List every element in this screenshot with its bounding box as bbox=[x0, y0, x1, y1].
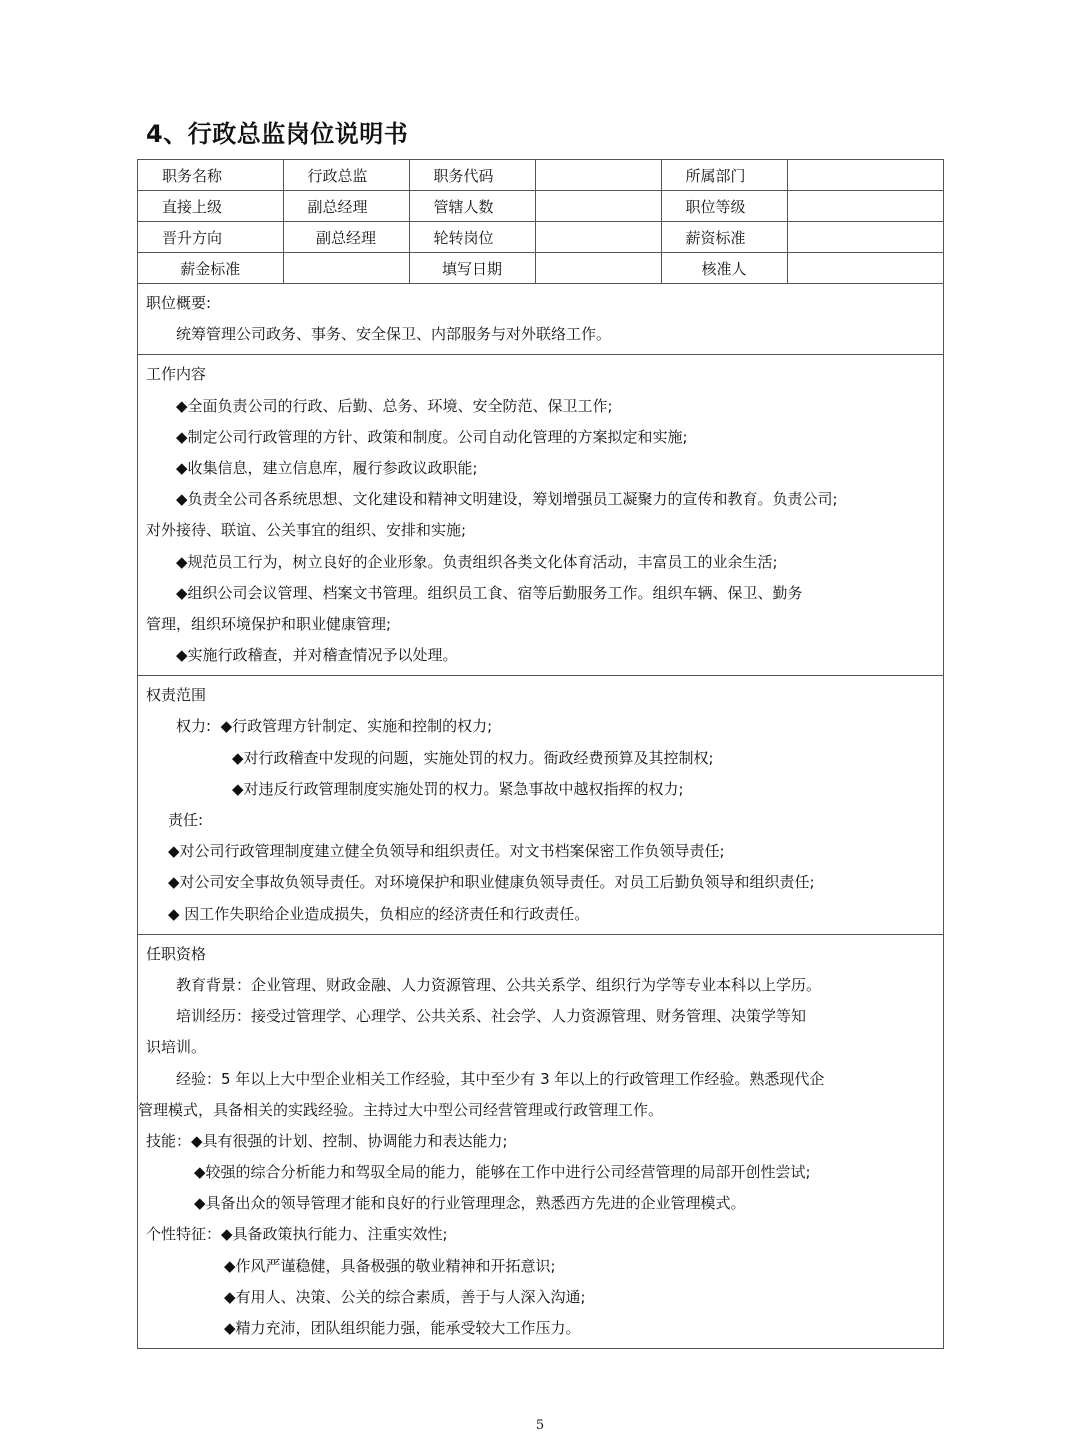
list-item: ◆实施行政稽查，并对稽查情况予以处理。 bbox=[176, 646, 458, 665]
list-item: 对外接待、联谊、公关事宜的组织、安排和实施; bbox=[146, 521, 467, 540]
list-item: ◆较强的综合分析能力和驾驭全局的能力，能够在工作中进行公司经营管理的局部开创性尝试; bbox=[194, 1163, 811, 1182]
power-label: 权力: bbox=[176, 717, 212, 736]
label-cell: 填写日期 bbox=[409, 253, 535, 284]
value-cell bbox=[535, 191, 661, 222]
label-cell: 晋升方向 bbox=[138, 222, 283, 253]
list-item: ◆规范员工行为，树立良好的企业形象。负责组织各类文化体育活动，丰富员工的业余生活; bbox=[176, 552, 778, 571]
value-cell bbox=[787, 222, 943, 253]
value-cell bbox=[787, 191, 943, 222]
experience-text: 经验：5 年以上大中型企业相关工作经验，其中至少有 3 年以上的行政管理工作经验。熟悉现代企 bbox=[176, 1069, 825, 1088]
label-cell: 职务代码 bbox=[409, 160, 535, 191]
education-text: 教育背景：企业管理、财政金融、人力资源管理、公共关系学、组织行为学等专业本科以上学历。 bbox=[176, 975, 822, 994]
value-cell bbox=[283, 253, 409, 284]
label-cell: 薪资标准 bbox=[661, 222, 787, 253]
list-item: ◆行政管理方针制定、实施和控制的权力; bbox=[220, 717, 493, 736]
list-item: ◆组织公司会议管理、档案文书管理。组织员工食、宿等后勤服务工作。组织车辆、保卫、勤务 bbox=[176, 583, 803, 602]
power-first-line bbox=[138, 711, 943, 742]
label-cell: 职位等级 bbox=[661, 191, 787, 222]
list-item: ◆收集信息，建立信息库，履行参政议政职能; bbox=[176, 458, 478, 477]
list-item: ◆对违反行政管理制度实施处罚的权力。紧急事故中越权指挥的权力; bbox=[232, 779, 684, 798]
header-grid bbox=[138, 160, 943, 284]
list-item: 管理，组织环境保护和职业健康管理; bbox=[146, 614, 392, 633]
list-item: ◆制定公司行政管理的方针、政策和制度。公司自动化管理的方案拟定和实施; bbox=[176, 427, 688, 446]
label-cell: 所属部门 bbox=[661, 160, 787, 191]
label-cell: 直接上级 bbox=[138, 191, 283, 222]
value-cell bbox=[535, 222, 661, 253]
section-heading: 权责范围 bbox=[146, 686, 207, 705]
qualification-section bbox=[138, 935, 943, 1348]
list-item: ◆负责全公司各系统思想、文化建设和精神文明建设，筹划增强员工凝聚力的宣传和教育。负责公司; bbox=[176, 490, 838, 509]
value-cell bbox=[787, 160, 943, 191]
value-cell: 行政总监 bbox=[283, 160, 409, 191]
list-item: ◆对行政稽查中发现的问题，实施处罚的权力。衙政经费预算及其控制权; bbox=[232, 748, 714, 767]
experience-text-continued: 管理模式，具备相关的实践经验。主持过大中型公司经营管理或行政管理工作。 bbox=[138, 1100, 664, 1119]
label-cell: 薪金标准 bbox=[138, 253, 283, 284]
table-row bbox=[138, 160, 943, 191]
list-item: ◆ 因工作失职给企业造成损失，负相应的经济责任和行政责任。 bbox=[168, 904, 590, 923]
job-description-table bbox=[137, 159, 944, 1349]
value-cell: 副总经理 bbox=[283, 222, 409, 253]
page-number: 5 bbox=[535, 1418, 545, 1433]
work-content-section bbox=[138, 355, 943, 676]
section-heading: 职位概要: bbox=[146, 294, 212, 312]
section-heading: 工作内容 bbox=[146, 365, 207, 384]
label-cell: 核准人 bbox=[661, 253, 787, 284]
list-item: ◆有用人、决策、公关的综合素质，善于与人深入沟通; bbox=[224, 1287, 586, 1306]
authority-section bbox=[138, 676, 943, 935]
label-cell: 管辖人数 bbox=[409, 191, 535, 222]
list-item: ◆具备政策执行能力、注重实效性; bbox=[221, 1225, 448, 1244]
table-row bbox=[138, 191, 943, 222]
list-item: ◆全面负责公司的行政、后勤、总务、环境、安全防范、保卫工作; bbox=[176, 396, 613, 415]
traits-label: 个性特征： bbox=[146, 1225, 222, 1244]
table-row bbox=[138, 253, 943, 284]
value-cell: 副总经理 bbox=[283, 191, 409, 222]
list-item: ◆对公司安全事故负领导责任。对环境保护和职业健康负领导责任。对员工后勤负领导和组织责任; bbox=[168, 873, 815, 892]
value-cell bbox=[535, 253, 661, 284]
list-item: ◆对公司行政管理制度建立健全负领导和组织责任。对文书档案保密工作负领导责任; bbox=[168, 842, 725, 861]
table-row bbox=[138, 222, 943, 253]
value-cell bbox=[787, 253, 943, 284]
list-item: ◆具备出众的领导管理才能和良好的行业管理理念，熟悉西方先进的企业管理模式。 bbox=[194, 1194, 746, 1213]
duty-label: 责任: bbox=[168, 811, 204, 829]
page-title: 4、行政总监岗位说明书 bbox=[146, 120, 409, 148]
skills-label: 技能： bbox=[146, 1131, 192, 1150]
label-cell: 职务名称 bbox=[138, 160, 283, 191]
value-cell bbox=[535, 160, 661, 191]
list-item: ◆精力充沛，团队组织能力强，能承受较大工作压力。 bbox=[224, 1319, 581, 1337]
training-text-continued: 识培训。 bbox=[146, 1038, 207, 1057]
overview-text: 统筹管理公司政务、事务、安全保卫、内部服务与对外联络工作。 bbox=[176, 325, 612, 344]
traits-first-line bbox=[138, 1219, 943, 1250]
list-item: ◆作风严谨稳健，具备极强的敬业精神和开拓意识; bbox=[224, 1256, 556, 1275]
training-text: 培训经历：接受过管理学、心理学、公共关系、社会学、人力资源管理、财务管理、决策学等知 bbox=[176, 1007, 807, 1026]
section-heading: 任职资格 bbox=[146, 944, 207, 963]
label-cell: 轮转岗位 bbox=[409, 222, 535, 253]
skills-first-line bbox=[138, 1126, 943, 1157]
overview-section bbox=[138, 284, 943, 355]
list-item: ◆具有很强的计划、控制、协调能力和表达能力; bbox=[191, 1131, 508, 1150]
